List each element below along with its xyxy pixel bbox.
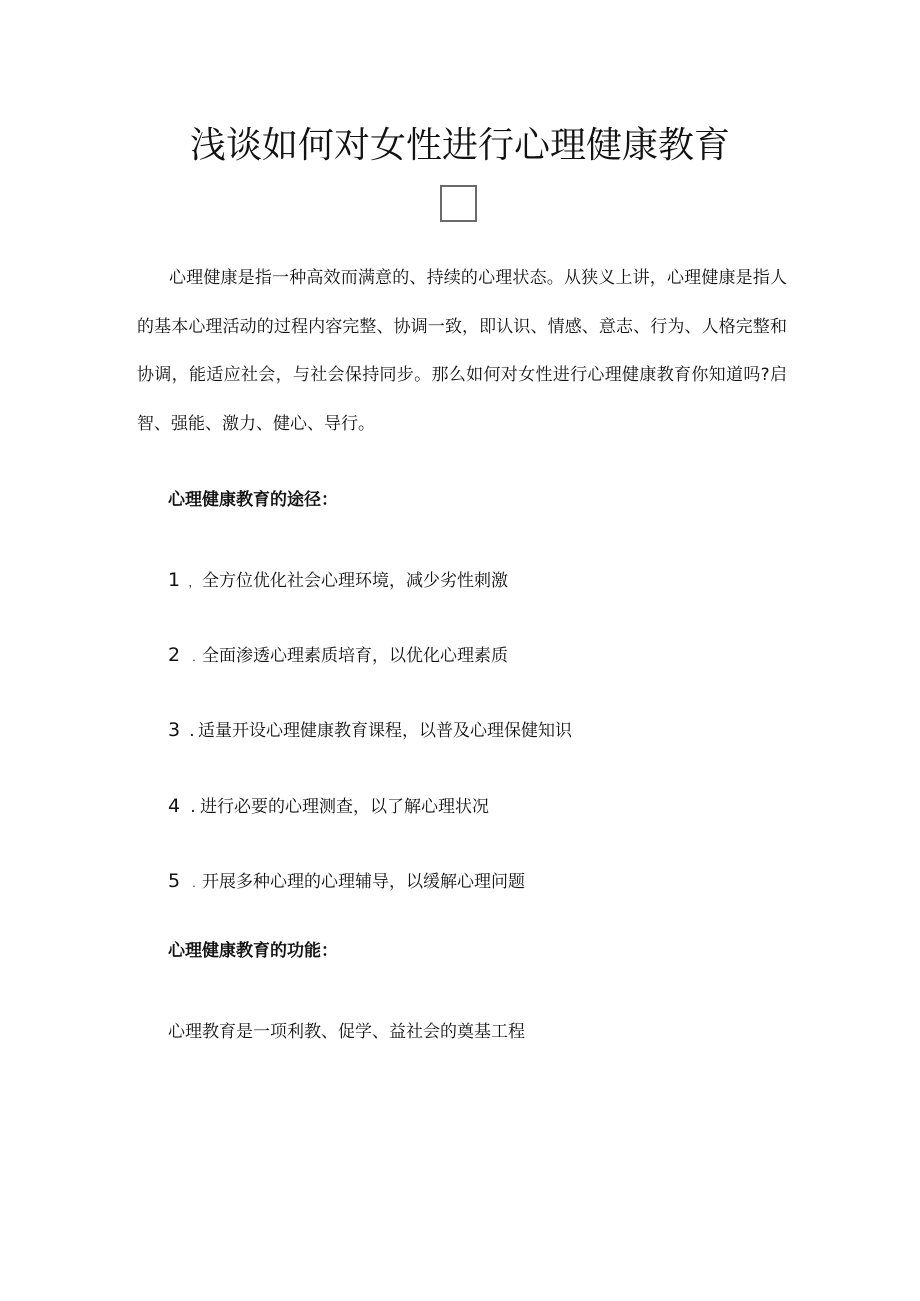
- list-item-number: 3: [168, 719, 181, 741]
- document-title: 浅谈如何对女性进行心理健康教育: [189, 125, 730, 166]
- list-item-number: 1: [168, 569, 181, 591]
- list-item-number: 5: [168, 870, 181, 892]
- list-item-separator: .: [189, 721, 195, 741]
- closing-paragraph: 心理教育是一项利教、促学、益社会的奠基工程: [168, 1022, 525, 1042]
- paths-heading: 心理健康教育的途径：: [168, 490, 338, 510]
- list-item: [168, 718, 572, 743]
- intro-paragraph: 心理健康是指一种高效而满意的、持续的心理状态。从狭义上讲，心理健康是指人的基本心理活动的过程内容完整、协调一致，即认识、情感、意志、行为、人格完整和协调，能适应社会，与社会保持同步。那么如何对女性进行心理健康教育你知道吗?启智、强能、激力、健心、导行。: [137, 268, 787, 434]
- list-item-separator: ，: [188, 576, 200, 589]
- functions-heading: 心理健康教育的功能：: [168, 941, 338, 961]
- list-item-separator: .: [192, 877, 196, 890]
- list-item-separator: .: [190, 797, 196, 817]
- list-item-text: 全面渗透心理素质培育，以优化心理素质: [202, 646, 508, 666]
- list-item-number: 4: [168, 795, 181, 817]
- list-item-separator: .: [192, 651, 196, 664]
- list-item-text: 开展多种心理的心理辅导，以缓解心理问题: [202, 872, 525, 892]
- list-item: [168, 643, 508, 670]
- empty-checkbox-icon: [440, 185, 477, 222]
- list-item: [168, 869, 525, 896]
- list-item-text: 适量开设心理健康教育课程，以普及心理保健知识: [198, 721, 572, 741]
- list-item-text: 进行必要的心理测查，以了解心理状况: [200, 797, 489, 817]
- list-item-number: 2: [168, 644, 181, 666]
- list-item: [168, 794, 489, 819]
- list-item: [168, 568, 508, 595]
- list-item-text: 全方位优化社会心理环境，减少劣性刺激: [202, 571, 508, 591]
